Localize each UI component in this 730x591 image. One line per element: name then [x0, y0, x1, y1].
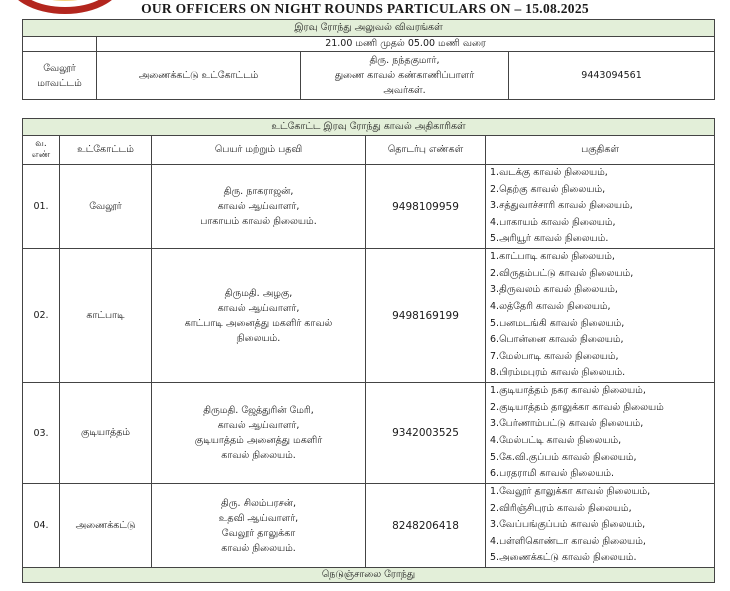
- area-item: 3.பேர்ணாம்பட்டு காவல் நிலையம்,: [490, 418, 644, 430]
- area-item: 4.பள்ளிகொண்டா காவல் நிலையம்,: [490, 535, 646, 547]
- area-item: 3.திருவலம் காவல் நிலையம்,: [490, 284, 618, 296]
- time-range: 21.00 மணி முதல் 05.00 மணி வரை: [97, 37, 715, 52]
- area-item: 2.விரிஞ்சிபுரம் காவல் நிலையம்,: [490, 502, 632, 514]
- area-item: 3.சத்துவாச்சாரி காவல் நிலையம்,: [490, 200, 633, 212]
- row-subdivision: வேலூர்: [60, 165, 152, 249]
- row-areas: [486, 383, 715, 484]
- row-serial: 04.: [23, 484, 60, 568]
- area-item: 6.பரதராமி காவல் நிலையம்.: [490, 468, 615, 480]
- table-row: [23, 165, 715, 249]
- area-item: 5.கே.வி.குப்பம் காவல் நிலையம்,: [490, 451, 637, 463]
- officers-table: [22, 118, 715, 583]
- column-header-subdivision: உட்கோட்டம்: [60, 136, 152, 165]
- area-item: 4.மேல்பட்டி காவல் நிலையம்,: [490, 435, 622, 446]
- area-item: 8.பிரம்மபுரம் காவல் நிலையம்.: [490, 367, 626, 379]
- row-phone: 8248206418: [366, 484, 486, 568]
- table-row: [23, 249, 715, 383]
- area-item: 5.பனமடங்கி காவல் நிலையம்,: [490, 317, 625, 329]
- night-rounds-subtitle: இரவு ரோந்து அலுவல் விவரங்கள்: [23, 20, 715, 37]
- column-header-serial: வ. எண்: [23, 136, 60, 165]
- area-item: 5.அணைக்கட்டு காவல் நிலையம்.: [490, 552, 637, 564]
- row-areas: [486, 249, 715, 383]
- row-serial: 02.: [23, 249, 60, 383]
- area-item: 1.வேலூர் தாலுக்கா காவல் நிலையம்,: [490, 486, 651, 498]
- column-header-areas: பகுதிகள்: [486, 136, 715, 165]
- column-header-name-designation: பெயர் மற்றும் பதவி: [152, 136, 366, 165]
- row-phone: 9498169199: [366, 249, 486, 383]
- column-header-contact: தொடர்பு எண்கள்: [366, 136, 486, 165]
- page-title: OUR OFFICERS ON NIGHT ROUNDS PARTICULARS ON – 15.08.2025: [141, 1, 589, 16]
- area-item: 2.விருதம்பட்டு காவல் நிலையம்,: [490, 267, 634, 279]
- area-item: 6.பொன்னை காவல் நிலையம்,: [490, 334, 624, 346]
- area-item: 2.குடியாத்தம் தாலுக்கா காவல் நிலையம்: [490, 401, 664, 413]
- row-phone: 9342003525: [366, 383, 486, 484]
- area-item: 1.குடியாத்தம் நகர காவல் நிலையம்,: [490, 385, 646, 397]
- row-officer: திரு. சிலம்பரசன், உதவி ஆய்வாளர், வேலூர் தாலுக்கா காவல் நிலையம்.: [152, 484, 366, 568]
- area-item: 7.மேல்பாடி காவல் நிலையம்,: [490, 350, 619, 362]
- area-item: 3.வேப்பங்குப்பம் காவல் நிலையம்,: [490, 519, 646, 531]
- area-item: 4.பாகாயம் காவல் நிலையம்,: [490, 216, 616, 228]
- district-subdivision: அணைக்கட்டு உட்கோட்டம்: [97, 52, 301, 100]
- row-officer: திருமதி. அழகு, காவல் ஆய்வாளர், காட்பாடி அனைத்து மகளிர் காவல் நிலையம்.: [152, 249, 366, 383]
- district-officer: திரு. நந்தகுமார், துணை காவல் கண்காணிப்பாளர் அவர்கள்.: [301, 52, 509, 100]
- row-areas: [486, 165, 715, 249]
- row-subdivision: அணைக்கட்டு: [60, 484, 152, 568]
- row-phone: 9498109959: [366, 165, 486, 249]
- district-name: வேலூர் மாவட்டம்: [23, 52, 97, 100]
- row-serial: 03.: [23, 383, 60, 484]
- table-row: [23, 383, 715, 484]
- row-subdivision: காட்பாடி: [60, 249, 152, 383]
- section-title: உட்கோட்ட இரவு ரோந்து காவல் அதிகாரிகள்: [23, 119, 715, 136]
- district-phone: 9443094561: [509, 52, 715, 100]
- district-table: [22, 19, 715, 100]
- highway-patrol-section: நெடுஞ்சாலை ரோந்து: [23, 568, 715, 583]
- row-subdivision: குடியாத்தம்: [60, 383, 152, 484]
- row-areas: [486, 484, 715, 568]
- area-item: 5.அரியூர் காவல் நிலையம்.: [490, 233, 609, 245]
- area-item: 1.காட்பாடி காவல் நிலையம்,: [490, 251, 615, 263]
- area-item: 2.தெற்கு காவல் நிலையம்,: [490, 183, 606, 195]
- row-serial: 01.: [23, 165, 60, 249]
- row-officer: திரு. நாகராஜன், காவல் ஆய்வாளர், பாகாயம் காவல் நிலையம்.: [152, 165, 366, 249]
- area-item: 4.லத்தேரி காவல் நிலையம்,: [490, 300, 611, 312]
- row-officer: திருமதி. ஜேத்துரின் மேரி, காவல் ஆய்வாளர், குடியாத்தம் அனைத்து மகளிர் காவல் நிலையம்.: [152, 383, 366, 484]
- area-item: 1.வடக்கு காவல் நிலையம்,: [490, 167, 608, 179]
- table-row: [23, 484, 715, 568]
